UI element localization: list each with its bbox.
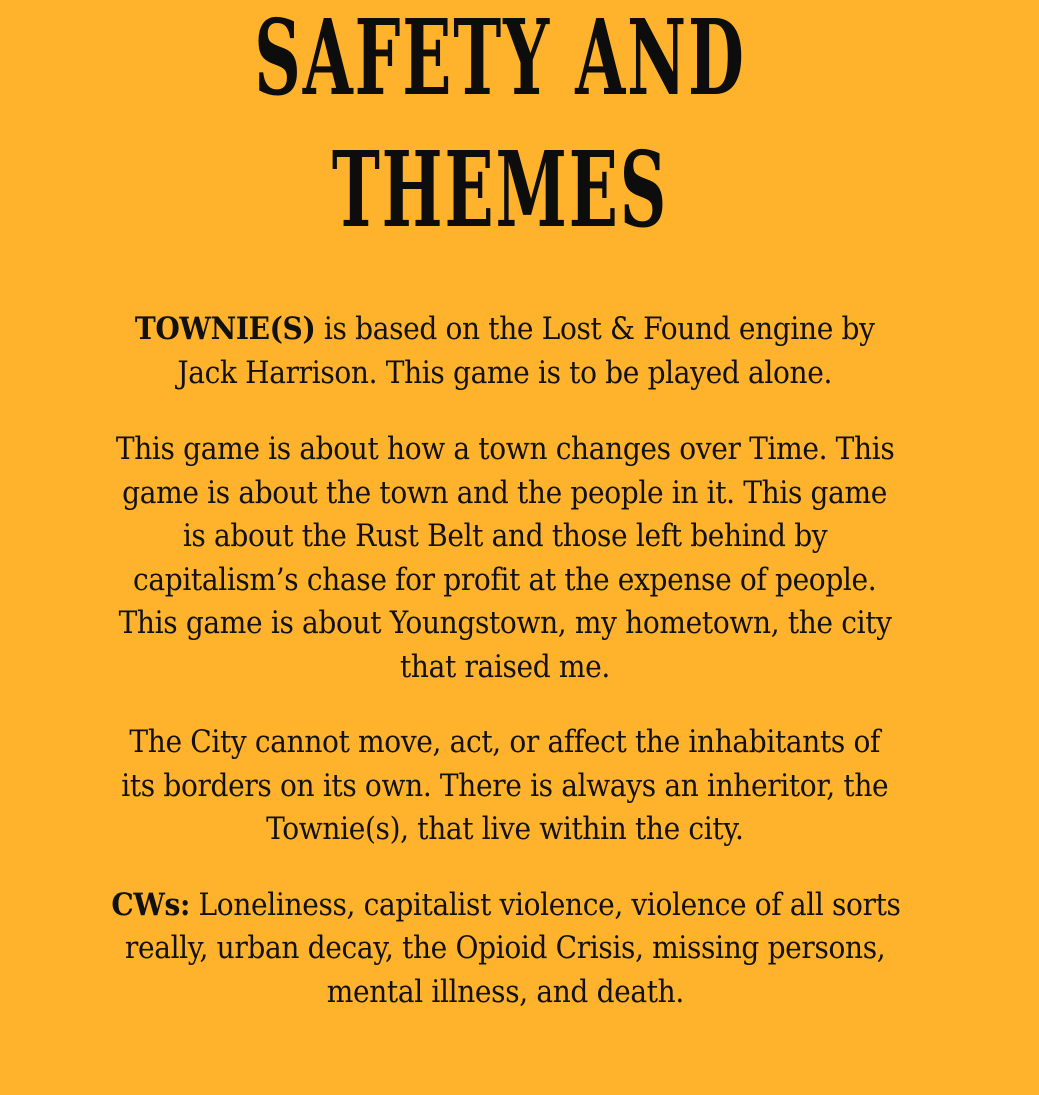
city-line: The City cannot move, act, or affect the inhabitants of — [129, 724, 881, 760]
about-line: is about the Rust Belt and those left behind by — [182, 518, 828, 554]
body-text — [70, 308, 940, 1046]
intro-paragraph — [70, 308, 940, 395]
intro-line-2: Jack Harrison. This game is to be played alone. — [177, 354, 833, 391]
about-line: This game is about how a town changes over Time. This — [115, 431, 895, 467]
city-paragraph — [70, 721, 940, 852]
city-line: Townie(s), that live within the city. — [266, 811, 744, 847]
content-warnings-paragraph — [70, 884, 940, 1015]
content-warnings-line: mental illness, and death. — [326, 973, 684, 1010]
content-warnings-label: CWs: — [111, 886, 190, 923]
game-name: TOWNIE(S) — [135, 311, 316, 347]
about-line: capitalism’s chase for profit at the expense of people. — [133, 561, 877, 598]
intro-line-1: is based on the Lost & Found engine by — [315, 311, 875, 347]
about-line: This game is about Youngstown, my hometown, the city — [118, 605, 892, 641]
content-warnings-line: really, urban decay, the Opioid Crisis, missing persons, — [124, 930, 886, 966]
about-paragraph — [70, 428, 940, 689]
about-line: game is about the town and the people in it. This game — [122, 474, 888, 511]
city-line: its borders on its own. There is always an inheritor, the — [121, 767, 889, 804]
about-line: that raised me. — [400, 648, 610, 685]
content-warnings-line: Loneliness, capitalist violence, violence of all sorts — [189, 886, 901, 923]
page-title-line-1: SAFETY AND — [254, 0, 746, 119]
page-title-line-2: THEMES — [331, 128, 669, 251]
